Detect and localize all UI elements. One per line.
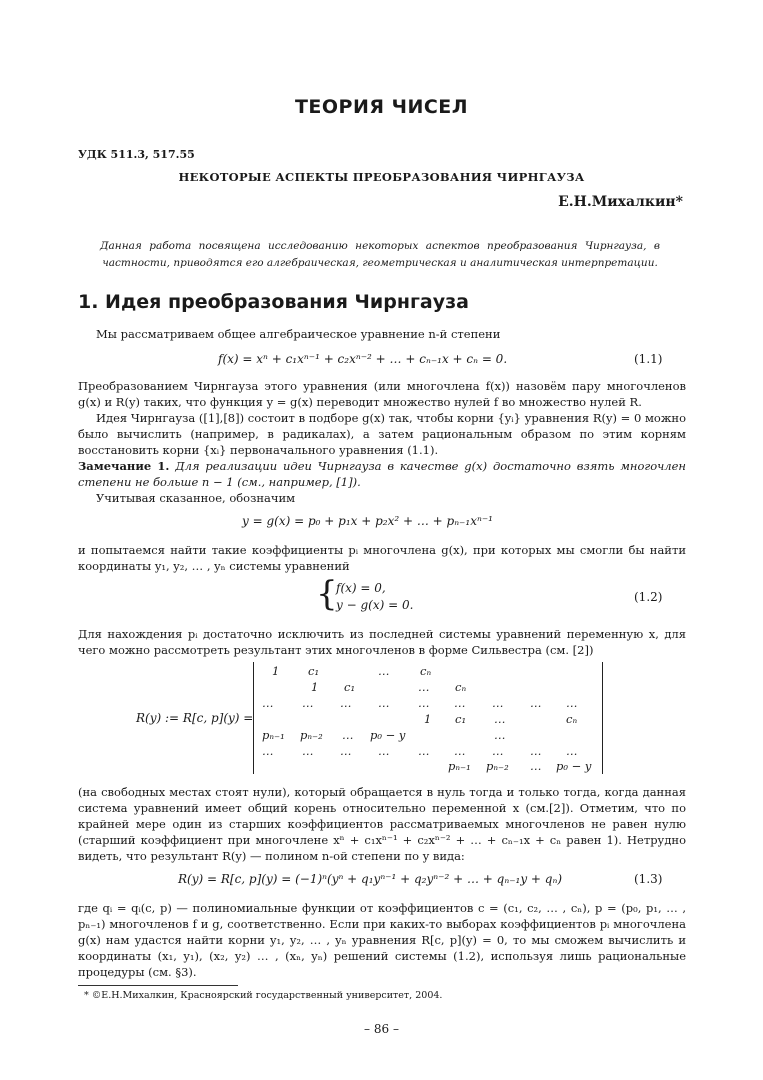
matrix-cell: … bbox=[418, 744, 430, 758]
matrix-cell: … bbox=[454, 744, 466, 758]
matrix-cell: … bbox=[340, 696, 352, 710]
matrix-cell: c₁ bbox=[344, 680, 356, 694]
page-number: – 86 – bbox=[364, 1022, 399, 1036]
udk-code: УДК 511.3, 517.55 bbox=[78, 148, 195, 161]
paragraph-definition: Преобразованием Чирнгауза этого уравнения (или многочлена f(x)) назовём пару многочленов g(x) и R(y) таких, что функция y = g(x) переводит множество нулей f во множество нулей R. bbox=[78, 379, 686, 409]
matrix-cell: c₁ bbox=[455, 712, 467, 726]
matrix-cell: cₙ bbox=[566, 712, 578, 726]
matrix-cell: p₀ − y bbox=[370, 728, 406, 742]
paper-title: НЕКОТОРЫЕ АСПЕКТЫ ПРЕОБРАЗОВАНИЯ ЧИРНГАУЗА bbox=[178, 170, 585, 184]
equation-1-3: R(y) = R[c, p](y) = (−1)ⁿ(yⁿ + q₁yⁿ⁻¹ + q₂yⁿ⁻² + … + qₙ₋₁y + qₙ) bbox=[178, 872, 563, 886]
matrix-cell: … bbox=[492, 744, 504, 758]
matrix-cell: 1 bbox=[424, 712, 432, 726]
author: Е.Н.Михалкин* bbox=[558, 194, 683, 210]
matrix-cell: … bbox=[454, 696, 466, 710]
matrix-cell: … bbox=[566, 696, 578, 710]
paragraph-coefficients: и попытаемся найти такие коэффициенты pᵢ многочлена g(x), при которых мы смогли бы найти координаты y₁, y₂, … , yₙ системы уравнений bbox=[78, 543, 686, 573]
system-line-1: f(x) = 0, bbox=[336, 581, 386, 595]
paragraph-idea: Идея Чирнгауза ([1],[8]) состоит в подборе g(x) так, чтобы корни {yᵢ} уравнения R(y) = 0 можно было вычислить (например, в радикалах), а затем рациональным образом по этим корням восстановить корни {xᵢ} первоначального уравнения (1.1). bbox=[78, 411, 686, 457]
matrix-cell: … bbox=[530, 696, 542, 710]
matrix-cell: … bbox=[342, 728, 354, 742]
remark-text: Для реализации идеи Чирнгауза в качестве g(x) достаточно взять многочлен степени не больше n − 1 (см., например, [1]). bbox=[78, 459, 686, 489]
matrix-cell: cₙ bbox=[455, 680, 467, 694]
equation-number-1-2: (1.2) bbox=[634, 590, 663, 604]
matrix-cell: pₙ₋₂ bbox=[486, 759, 509, 773]
matrix-cell: … bbox=[340, 744, 352, 758]
matrix-cell: … bbox=[302, 696, 314, 710]
equation-number-1-3: (1.3) bbox=[634, 872, 663, 886]
matrix-cell: … bbox=[378, 696, 390, 710]
matrix-cell: … bbox=[530, 759, 542, 773]
equation-1-1: f(x) = xⁿ + c₁xⁿ⁻¹ + c₂xⁿ⁻² + … + cₙ₋₁x + cₙ = 0. bbox=[218, 352, 508, 366]
system-brace: { bbox=[316, 574, 338, 614]
sylvester-matrix bbox=[253, 662, 603, 774]
matrix-cell: … bbox=[378, 744, 390, 758]
paragraph-where: где qᵢ = qᵢ(c, p) — полиномиальные функции от коэффициентов c = (c₁, c₂, … , cₙ), p = (p₀, p₁, … , pₙ₋₁) многочленов f и g, соответственно. Если при каких-то выборах коэффициентов pᵢ многочлена g(x) нам удастся найти корни y₁, y₂, … , yₙ уравнения R[c, p](y) = 0, то мы сможем вычислить и координаты (x₁, y₁), (x₂, y₂) … , (xₙ, yₙ) решений системы (1.2), используя лишь рациональные процедуры (см. §3). bbox=[78, 901, 686, 979]
matrix-lhs: R(y) := R[c, p](y) = bbox=[136, 711, 254, 725]
matrix-cell: … bbox=[492, 696, 504, 710]
equation-g: y = g(x) = p₀ + p₁x + p₂x² + … + pₙ₋₁xⁿ⁻¹ bbox=[242, 514, 493, 528]
matrix-cell: 1 bbox=[272, 664, 280, 678]
paragraph-zeros: (на свободных местах стоят нули), который обращается в нуль тогда и только тогда, когда данная система уравнений имеет общий корень относительно переменной x (см.[2]). Отметим, что по крайней мере один из старших коэффициентов рассматриваемых многочленов не равен нулю (старший коэффициент при многочлене xⁿ + c₁xⁿ⁻¹ + c₂xⁿ⁻² + … + cₙ₋₁x + cₙ равен 1). Нетрудно видеть, что результант R(y) — полином n-ой степени по y вида: bbox=[78, 785, 686, 863]
remark-1 bbox=[78, 458, 686, 490]
matrix-cell: … bbox=[302, 744, 314, 758]
section-heading: 1. Идея преобразования Чирнгауза bbox=[78, 291, 469, 313]
matrix-cell: c₁ bbox=[308, 664, 320, 678]
matrix-cell: … bbox=[418, 696, 430, 710]
footnote: * ©Е.Н.Михалкин, Красноярский государственный университет, 2004. bbox=[84, 990, 443, 1001]
footnote-divider bbox=[78, 985, 238, 986]
paragraph-resultant: Для нахождения pᵢ достаточно исключить из последней системы уравнений переменную x, для чего можно рассмотреть результант этих многочленов в форме Сильвестра (см. [2]) bbox=[78, 627, 686, 657]
matrix-cell: … bbox=[530, 744, 542, 758]
system-line-2: y − g(x) = 0. bbox=[336, 598, 414, 612]
matrix-cell: … bbox=[566, 744, 578, 758]
remark-label: Замечание 1. bbox=[78, 459, 170, 473]
matrix-cell: pₙ₋₂ bbox=[300, 728, 323, 742]
matrix-cell: p₀ − y bbox=[556, 759, 592, 773]
matrix-cell: cₙ bbox=[420, 664, 432, 678]
equation-number-1-1: (1.1) bbox=[634, 352, 663, 366]
matrix-cell: … bbox=[418, 680, 430, 694]
matrix-cell: … bbox=[378, 664, 390, 678]
section-title: ТЕОРИЯ ЧИСЕЛ bbox=[294, 96, 469, 118]
matrix-cell: pₙ₋₁ bbox=[448, 759, 471, 773]
matrix-cell: 1 bbox=[311, 680, 319, 694]
paragraph-denote: Учитывая сказанное, обозначим bbox=[96, 491, 296, 505]
matrix-cell: … bbox=[262, 744, 274, 758]
matrix-cell: … bbox=[494, 712, 506, 726]
matrix-cell: pₙ₋₁ bbox=[262, 728, 285, 742]
matrix-cell: … bbox=[262, 696, 274, 710]
matrix-cell: … bbox=[494, 728, 506, 742]
abstract: Данная работа посвящена исследованию некоторых аспектов преобразования Чирнгауза, в частности, приводятся его алгебраическая, геометрическая и аналитическая интерпретации. bbox=[100, 240, 660, 269]
paragraph-intro: Мы рассматриваем общее алгебраическое уравнение n-й степени bbox=[96, 327, 501, 341]
